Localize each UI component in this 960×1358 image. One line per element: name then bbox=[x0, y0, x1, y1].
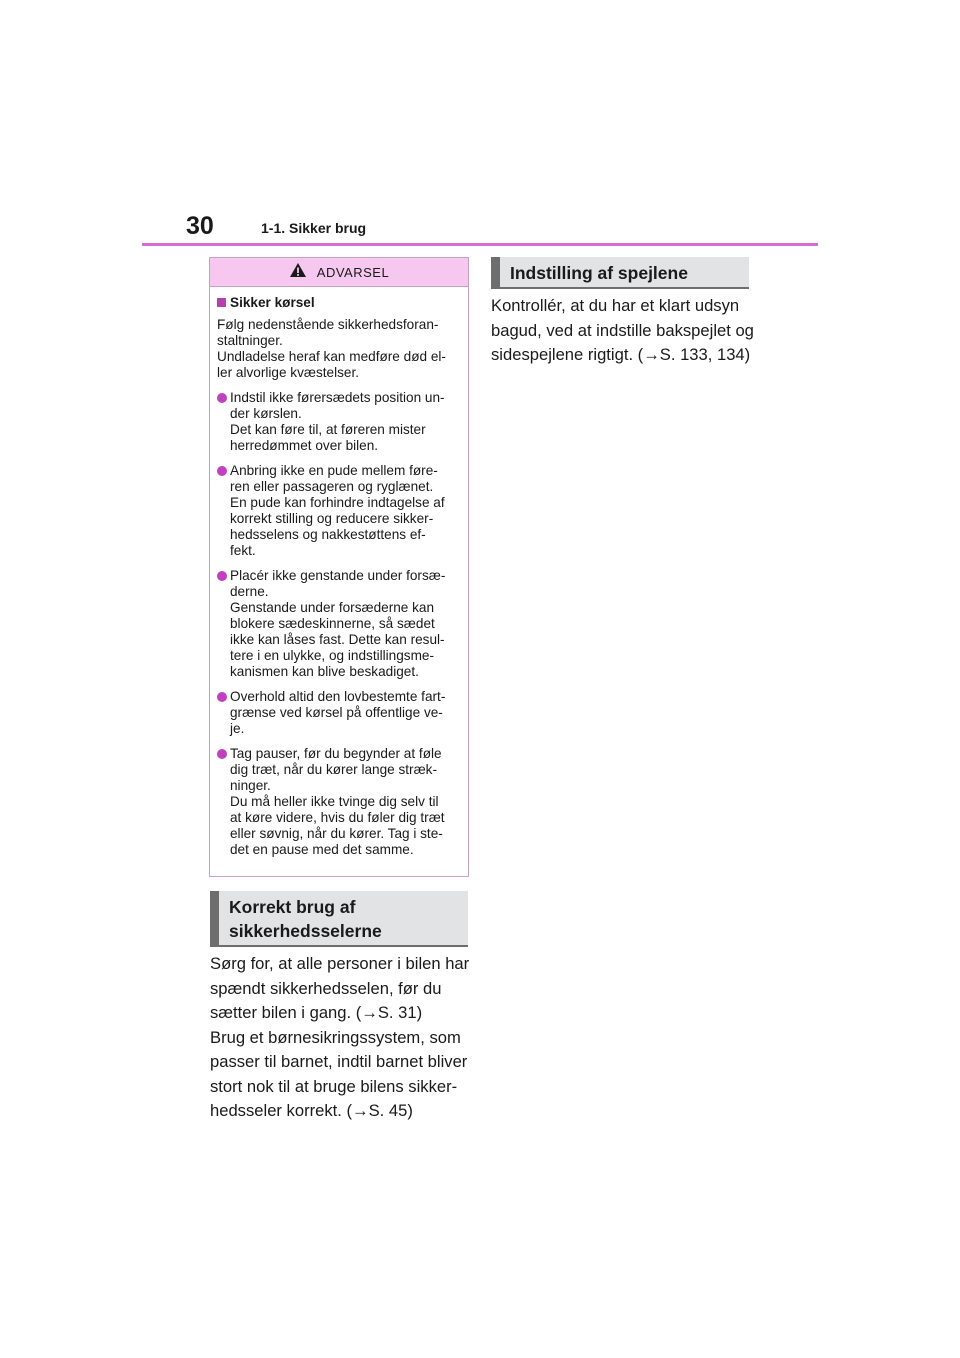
heading-line: sikkerhedsselerne bbox=[229, 921, 382, 941]
text-line: Tag pauser, før du begynder at føle bbox=[230, 746, 442, 761]
text-line: ren eller passageren og ryglænet. bbox=[230, 479, 434, 494]
text-line: Indstil ikke førersædets position un- bbox=[230, 390, 445, 405]
text-line: Følg nedenstående sikkerhedsforan- bbox=[217, 317, 439, 332]
text-line: ler alvorlige kvæstelser. bbox=[217, 365, 360, 380]
text-line: tere i en ulykke, og indstillingsme- bbox=[230, 648, 434, 663]
text-line: herredømmet over bilen. bbox=[230, 438, 379, 453]
square-bullet-icon bbox=[217, 298, 226, 307]
text-line: En pude kan forhindre indtagelse af bbox=[230, 495, 445, 510]
text-line: spændt sikkerhedsselen, før du bbox=[210, 978, 442, 998]
text-line: Brug et børnesikringssystem, som bbox=[210, 1027, 461, 1047]
warning-box bbox=[209, 257, 469, 877]
bullet-dot-icon bbox=[217, 692, 227, 702]
text-line: dig træt, når du kører lange stræk- bbox=[230, 762, 437, 777]
text-line: blokere sædeskinnerne, så sædet bbox=[230, 616, 435, 631]
mirrors-heading: Indstilling af spejlene bbox=[491, 257, 749, 289]
text-line: Kontrollér, at du har et klart udsyn bbox=[491, 296, 740, 315]
warning-title: ADVARSEL bbox=[316, 264, 390, 280]
text-line: eller søvnig, når du kører. Tag i ste- bbox=[230, 826, 443, 841]
text-line: Placér ikke genstande under forsæ- bbox=[230, 568, 446, 583]
text-line: der kørslen. bbox=[230, 406, 302, 421]
text-line: Genstande under forsæderne kan bbox=[230, 600, 435, 615]
text-line: kanismen kan blive beskadiget. bbox=[230, 664, 419, 679]
warning-bullet bbox=[217, 689, 462, 737]
text-line: derne. bbox=[230, 584, 269, 599]
text-line: je. bbox=[230, 721, 245, 736]
warning-subheading bbox=[217, 295, 462, 311]
text-line: Sørg for, at alle personer i bilen har bbox=[210, 954, 470, 973]
text-line: bagud, ved at indstille bakspejlet og bbox=[491, 320, 754, 340]
text-line: ikke kan låses fast. Dette kan resul- bbox=[230, 632, 445, 647]
text-line: Undladelse heraf kan medføre død el- bbox=[217, 349, 446, 364]
bullet-dot-icon bbox=[217, 571, 227, 581]
text-line: korrekt stilling og reducere sikker- bbox=[230, 511, 434, 526]
warning-triangle-icon bbox=[289, 262, 307, 283]
text-line: passer til barnet, indtil barnet bliver bbox=[210, 1052, 468, 1071]
header-rule bbox=[142, 243, 818, 246]
bullet-dot-icon bbox=[217, 466, 227, 476]
text-line: staltninger. bbox=[217, 333, 283, 348]
subheading-text: Sikker kørsel bbox=[230, 295, 315, 310]
text-line: ninger. bbox=[230, 778, 271, 793]
mirrors-text bbox=[491, 294, 759, 368]
section-title: 1-1. Sikker brug bbox=[261, 220, 367, 236]
text-line: Anbring ikke en pude mellem føre- bbox=[230, 463, 438, 478]
warning-bullet bbox=[217, 568, 462, 680]
heading-line: Korrekt brug af bbox=[229, 897, 356, 917]
text-line: stort nok til at bruge bilens sikker- bbox=[210, 1076, 458, 1096]
warning-bullet bbox=[217, 390, 462, 454]
text-line: Du må heller ikke tvinge dig selv til bbox=[230, 794, 439, 809]
bullet-dot-icon bbox=[217, 749, 227, 759]
text-line: sætter bilen i gang. (→S. 31) bbox=[210, 1003, 423, 1022]
page-number: 30 bbox=[186, 212, 214, 240]
text-line: hedsseler korrekt. (→S. 45) bbox=[210, 1101, 413, 1120]
text-line: sidespejlene rigtigt. (→S. 133, 134) bbox=[491, 345, 751, 364]
warning-bullet bbox=[217, 746, 462, 858]
text-line: grænse ved kørsel på offentlige ve- bbox=[230, 705, 443, 720]
text-line: hedsselens og nakkestøttens ef- bbox=[230, 527, 426, 542]
text-line: Det kan føre til, at føreren mister bbox=[230, 422, 426, 437]
text-line: Overhold altid den lovbestemte fart- bbox=[230, 689, 446, 704]
bullet-dot-icon bbox=[217, 393, 227, 403]
seatbelts-text bbox=[210, 952, 470, 1124]
text-line: at køre videre, hvis du føler dig træt bbox=[230, 810, 445, 825]
warning-body bbox=[210, 287, 468, 858]
text-line: det en pause med det samme. bbox=[230, 842, 414, 857]
text-line: fekt. bbox=[230, 543, 256, 558]
warning-intro bbox=[217, 317, 462, 381]
warning-header bbox=[210, 258, 468, 287]
seatbelts-heading bbox=[210, 891, 468, 947]
warning-bullet bbox=[217, 463, 462, 559]
